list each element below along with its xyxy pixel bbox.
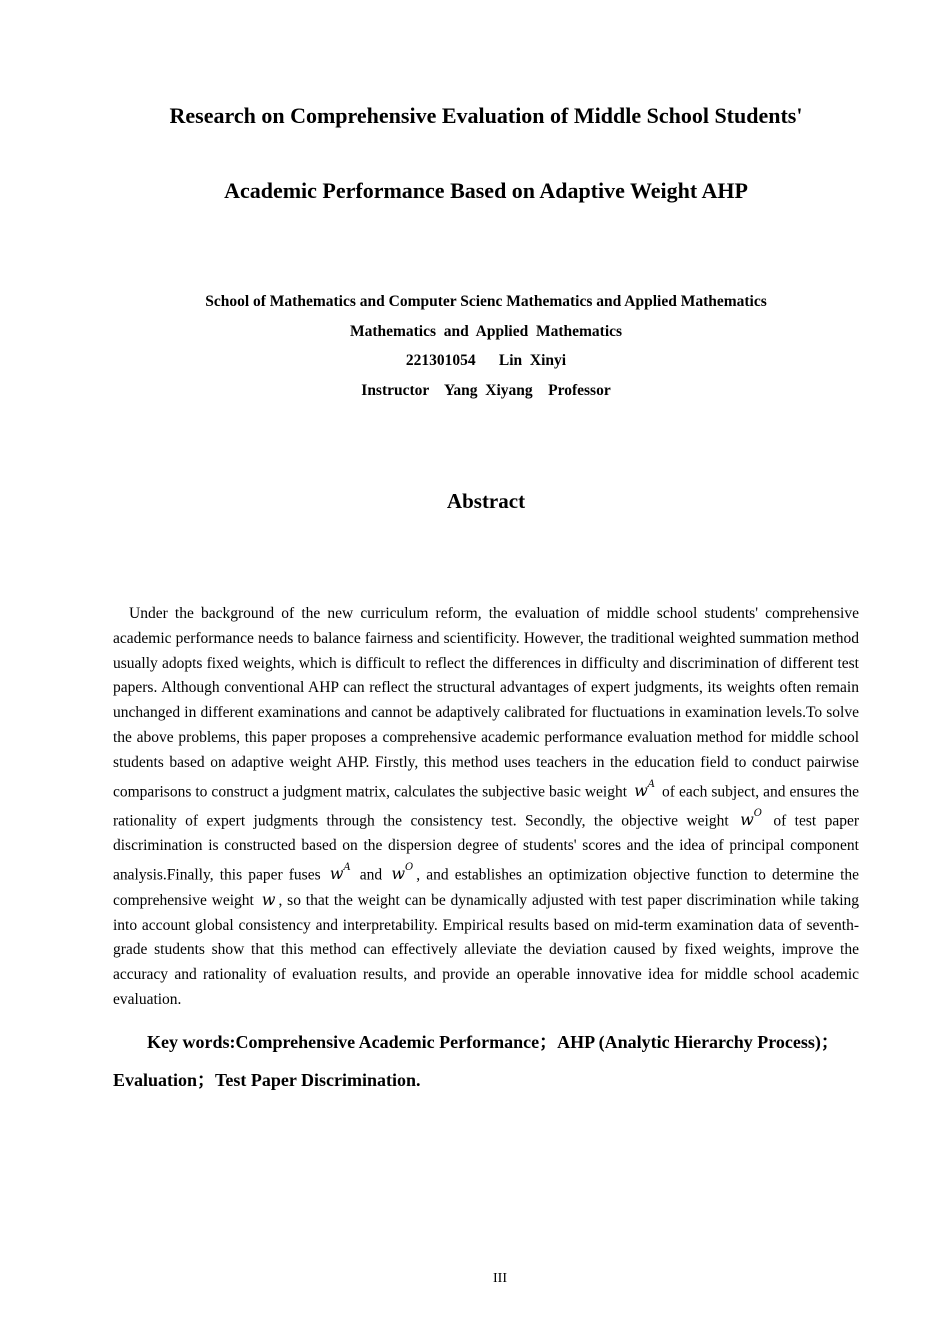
abstract-text-5: , and establishes an optimization objective function to determine the comprehensive weight (113, 865, 860, 909)
page-number: III (493, 1271, 507, 1286)
keywords (113, 1023, 859, 1099)
title-line-2: Academic Performance Based on Adaptive Weight AHP (224, 178, 748, 203)
abstract-text-1: Under the background of the new curriculum reform, the evaluation of middle school students' comprehensive academic performance needs to balance fairness and scientificity. However, the traditional weighted summation method usually adopts fixed weights, which is difficult to reflect the differences in difficulty and discrimination of different test papers. Although conventional AHP can reflect the structural advantages of expert judgments, its weights often remain unchanged in different examinations and cannot be adaptively calibrated for fluctuations in examination levels.To solve the above problems, this paper proposes a comprehensive academic performance evaluation method for middle school students based on adaptive weight AHP. Firstly, this method uses teachers in the education field to conduct pairwise comparisons to construct a judgment matrix, calculates the subjective basic weight (113, 605, 859, 800)
instructor-line: Instructor Yang Xiyang Professor (361, 381, 611, 399)
weight-wO-symbol: $w^O$ (740, 807, 762, 830)
keywords-label: Key words: (147, 1032, 236, 1052)
weight-wA-symbol: $w^A$ (634, 778, 656, 800)
weight-w-symbol: w (261, 889, 276, 909)
school-line: School of Mathematics and Computer Scienc Mathematics and Applied Mathematics (205, 293, 767, 310)
author-info (60, 287, 912, 405)
keywords-text: Comprehensive Academic Performance；AHP (Analytic Hierarchy Process)； Evaluation；Test Paper Discrimination. (113, 1032, 839, 1090)
title-line-1: Research on Comprehensive Evaluation of Middle School Students' (169, 103, 803, 128)
abstract-text-2: of each subject, and ensures the rationality of expert judgments through the consistency test. Secondly, the objective weight (113, 782, 859, 830)
abstract-text-3: of test paper discrimination is constructed based on the dispersion degree of students' scores and the idea of principal component analysis.Finally, this paper fuses (113, 812, 860, 883)
abstract-text-4: and (359, 865, 383, 883)
weight-wA-symbol: $w^A$ (329, 861, 351, 883)
abstract-body (113, 602, 859, 1013)
abstract-heading: Abstract (446, 489, 526, 513)
weight-wO-symbol: $w^O$ (391, 861, 414, 883)
abstract-text-6: , so that the weight can be dynamically adjusted with test paper discrimination while taking into account global consistency and interpretability. Empirical results based on mid-term examination data of seventh-grade students show that this method can effectively alleviate the deviation caused by fixed weights, improve the accuracy and rationality of evaluation results, and provide an operable innovative idea for middle school academic evaluation. (113, 891, 860, 1008)
student-line: 221301054 Lin Xinyi (405, 352, 567, 369)
major-line: Mathematics and Applied Mathematics (349, 322, 623, 340)
